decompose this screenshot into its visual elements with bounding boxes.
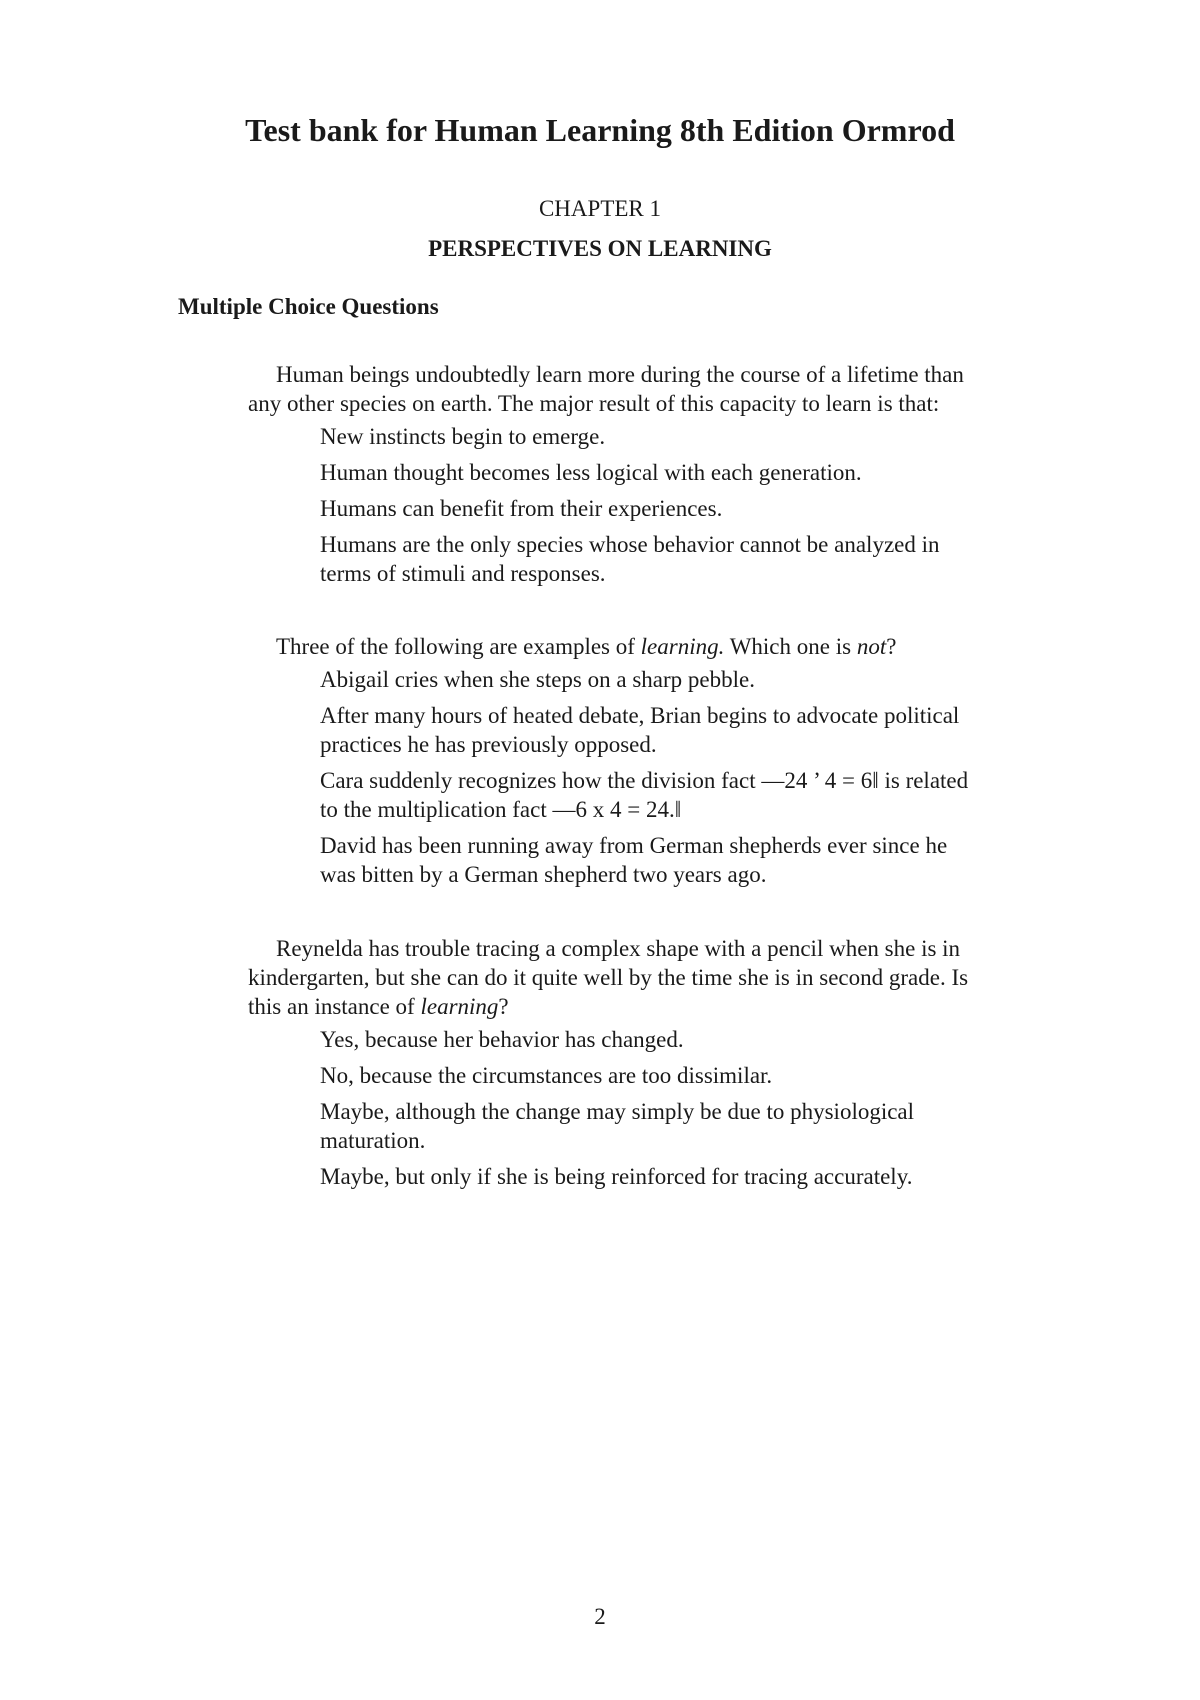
answer-option: Cara suddenly recognizes how the division fact ―24 ’ 4 = 6‖ is related to the multiplication fact ―6 x 4 = 24.‖	[320, 768, 969, 822]
answer-option: David has been running away from German shepherds ever since he was bitten by a German shepherd two years ago.	[320, 833, 948, 887]
stem-text: Which one is	[724, 634, 857, 659]
stem-text: Reynelda has trouble tracing a complex shape with a pencil when she is in kindergarten, but she can do it quite well by the time she is in second grade. Is this an instance of	[248, 936, 969, 1019]
stem-emphasis: learning.	[640, 634, 725, 659]
answer-options	[248, 665, 988, 889]
answer-option: Maybe, although the change may simply be due to physiological maturation.	[320, 1099, 915, 1153]
stem-emphasis: learning	[420, 994, 499, 1019]
stem-text: Three of the following are examples of	[276, 634, 641, 659]
answer-option: Human thought becomes less logical with each generation.	[320, 460, 862, 485]
stem-text: ?	[886, 634, 897, 659]
answer-option: Maybe, but only if she is being reinforced for tracing accurately.	[320, 1164, 913, 1189]
document-title: Test bank for Human Learning 8th Edition Ormrod	[245, 112, 955, 148]
question-stem	[248, 632, 988, 661]
answer-option: Yes, because her behavior has changed.	[320, 1027, 684, 1052]
chapter-title: PERSPECTIVES ON LEARNING	[428, 236, 772, 261]
answer-option: New instincts begin to emerge.	[320, 424, 606, 449]
page-number: 2	[594, 1604, 606, 1629]
chapter-number: CHAPTER 1	[538, 196, 662, 221]
question-3	[248, 934, 988, 1198]
section-heading: Multiple Choice Questions	[178, 294, 439, 319]
stem-text: ?	[498, 994, 509, 1019]
question-stem: Human beings undoubtedly learn more during the course of a lifetime than any other species on earth. The major result of this capacity to learn is that:	[248, 362, 964, 416]
answer-option: Abigail cries when she steps on a sharp pebble.	[320, 667, 755, 692]
answer-option: Humans can benefit from their experiences.	[320, 496, 723, 521]
answer-option: Humans are the only species whose behavior cannot be analyzed in terms of stimuli and responses.	[320, 532, 940, 586]
answer-options	[248, 1025, 988, 1191]
answer-option: No, because the circumstances are too dissimilar.	[320, 1063, 773, 1088]
stem-emphasis: not	[856, 634, 887, 659]
question-2	[248, 632, 988, 896]
question-stem	[248, 934, 988, 1021]
answer-option: After many hours of heated debate, Brian begins to advocate political practices he has previously opposed.	[320, 703, 960, 757]
question-1	[248, 360, 988, 595]
answer-options	[248, 422, 988, 588]
